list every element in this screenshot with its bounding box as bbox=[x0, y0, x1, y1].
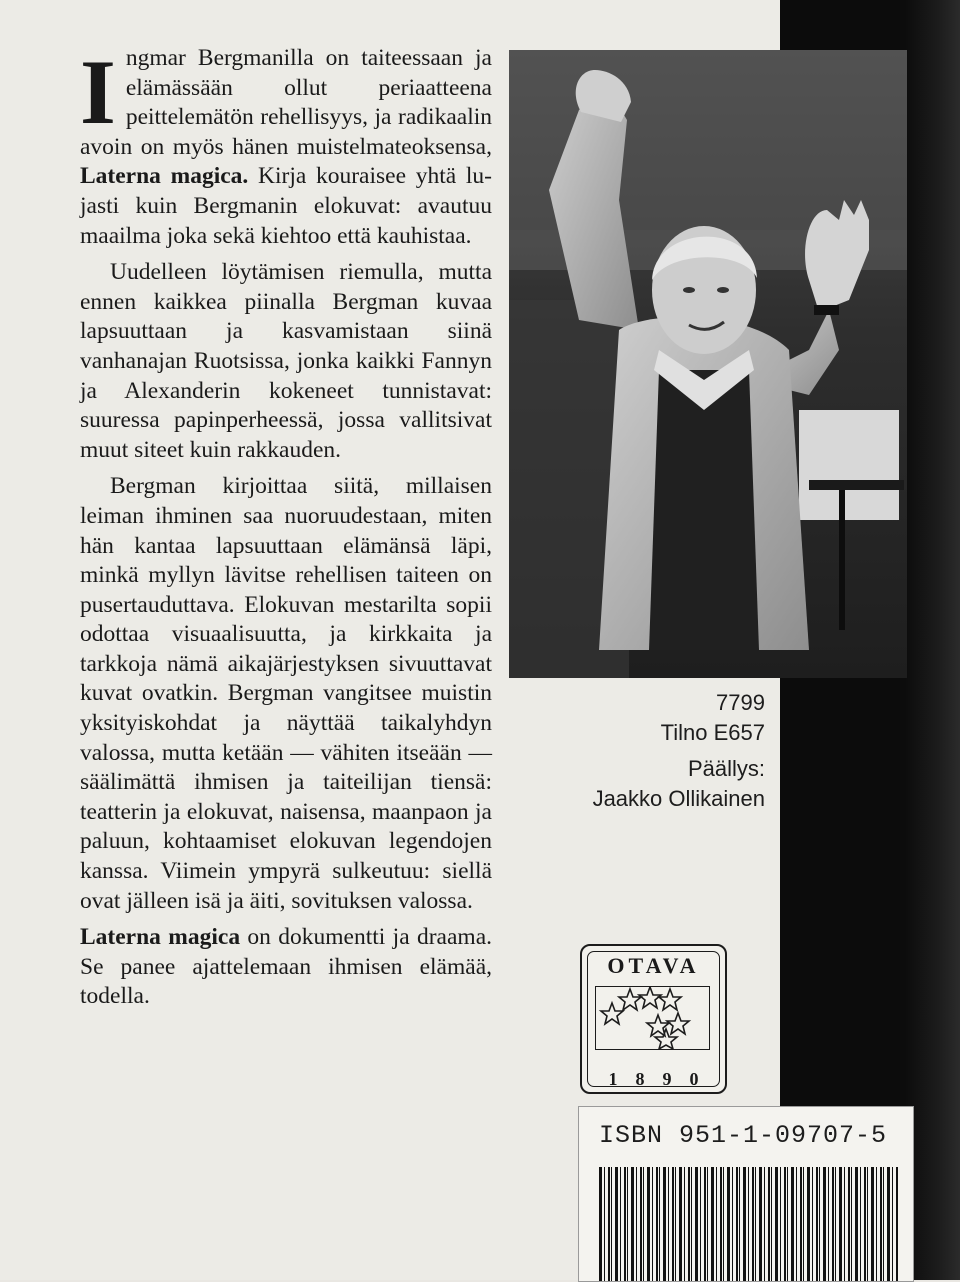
barcode bbox=[599, 1167, 899, 1281]
cover-designer: Jaakko Ollikainen bbox=[592, 786, 765, 811]
book-title-inline: Laterna magica. bbox=[80, 163, 249, 190]
publisher-logo bbox=[580, 944, 727, 1094]
credits bbox=[593, 688, 765, 814]
drop-cap: I bbox=[80, 41, 116, 143]
blurb-text-span: ngmar Bergmanilla on taiteessaan ja elämässään ollut periaatteena peittelemätön rehellisyys, ja radikaalin avoin on myös hänen muistelmateoksensa, bbox=[80, 45, 492, 160]
blurb-paragraph-3: Bergman kirjoittaa siitä, millaisen leiman ihminen saa nuoruudestaan, miten hän kantaa lapsuuttaan elämänsä läpi, minkä myllyn lävitse rehellisen taiteen on pusertauduttava. Elokuvan mestarilta sopii odottaa visuaalisuutta, ja kirkkaita ja tarkkoja nämä aikajärjestyksen sivuuttavat kuvat ovatkin. Bergman vangitsee muistin yksityiskohdat ja näyttää taikalyhdyn valossa, mutta ketään — vähiten itseään — säälimättä ihmisen ja taiteilijan tiensä: teatterin ja elokuvat, naisensa, maanpaon ja paluun, kohtaamiset elokuvan legendojen kanssa. Viimein ympyrä sulkeutuu: siellä ovat jälleen isä ja äiti, sovituksen valossa. bbox=[80, 473, 492, 914]
blurb-text bbox=[80, 41, 493, 1019]
order-number: Tilno E657 bbox=[660, 720, 765, 745]
blurb-paragraph-2: Uudelleen löytämisen riemulla, mutta ennen kaikkea piinalla Bergman kuvaa lapsuuttaan ja kasvamistaan siinä vanhanajan Ruotsissa, jonka kaikki Fannyn ja Alexanderin kokeneet tunnistavat: suuressa papinperheessä, jossa vallitsivat muut siteet kuin rakkauden. bbox=[80, 259, 492, 463]
isbn-number: ISBN 951-1-09707-5 bbox=[599, 1121, 888, 1150]
product-code: 7799 bbox=[716, 690, 765, 715]
blurb-text-span: on dokumentti ja draama. Se panee ajattelemaan ihmisen elämää, todella. bbox=[80, 924, 493, 1010]
isbn-label bbox=[578, 1106, 914, 1282]
logo-star-box bbox=[595, 986, 710, 1050]
publisher-name: OTAVA bbox=[607, 953, 700, 978]
blurb-paragraph-4 bbox=[80, 923, 492, 1012]
book-title-inline: Laterna magica bbox=[80, 924, 241, 951]
stars-icon bbox=[596, 987, 709, 1049]
cover-label: Päällys: bbox=[687, 756, 765, 781]
publisher-year: 1890 bbox=[608, 1069, 717, 1089]
blurb-paragraph-1 bbox=[80, 41, 492, 251]
author-photo-illustration bbox=[509, 50, 907, 678]
author-photo bbox=[509, 50, 907, 678]
spine-edge bbox=[905, 0, 960, 1280]
blurb-text-span: Kirja kouraisee yhtä lujasti kuin Bergmanin elokuvat: avautuu maailma joka sekä kiehtoo että kauhistaa. bbox=[80, 163, 492, 249]
